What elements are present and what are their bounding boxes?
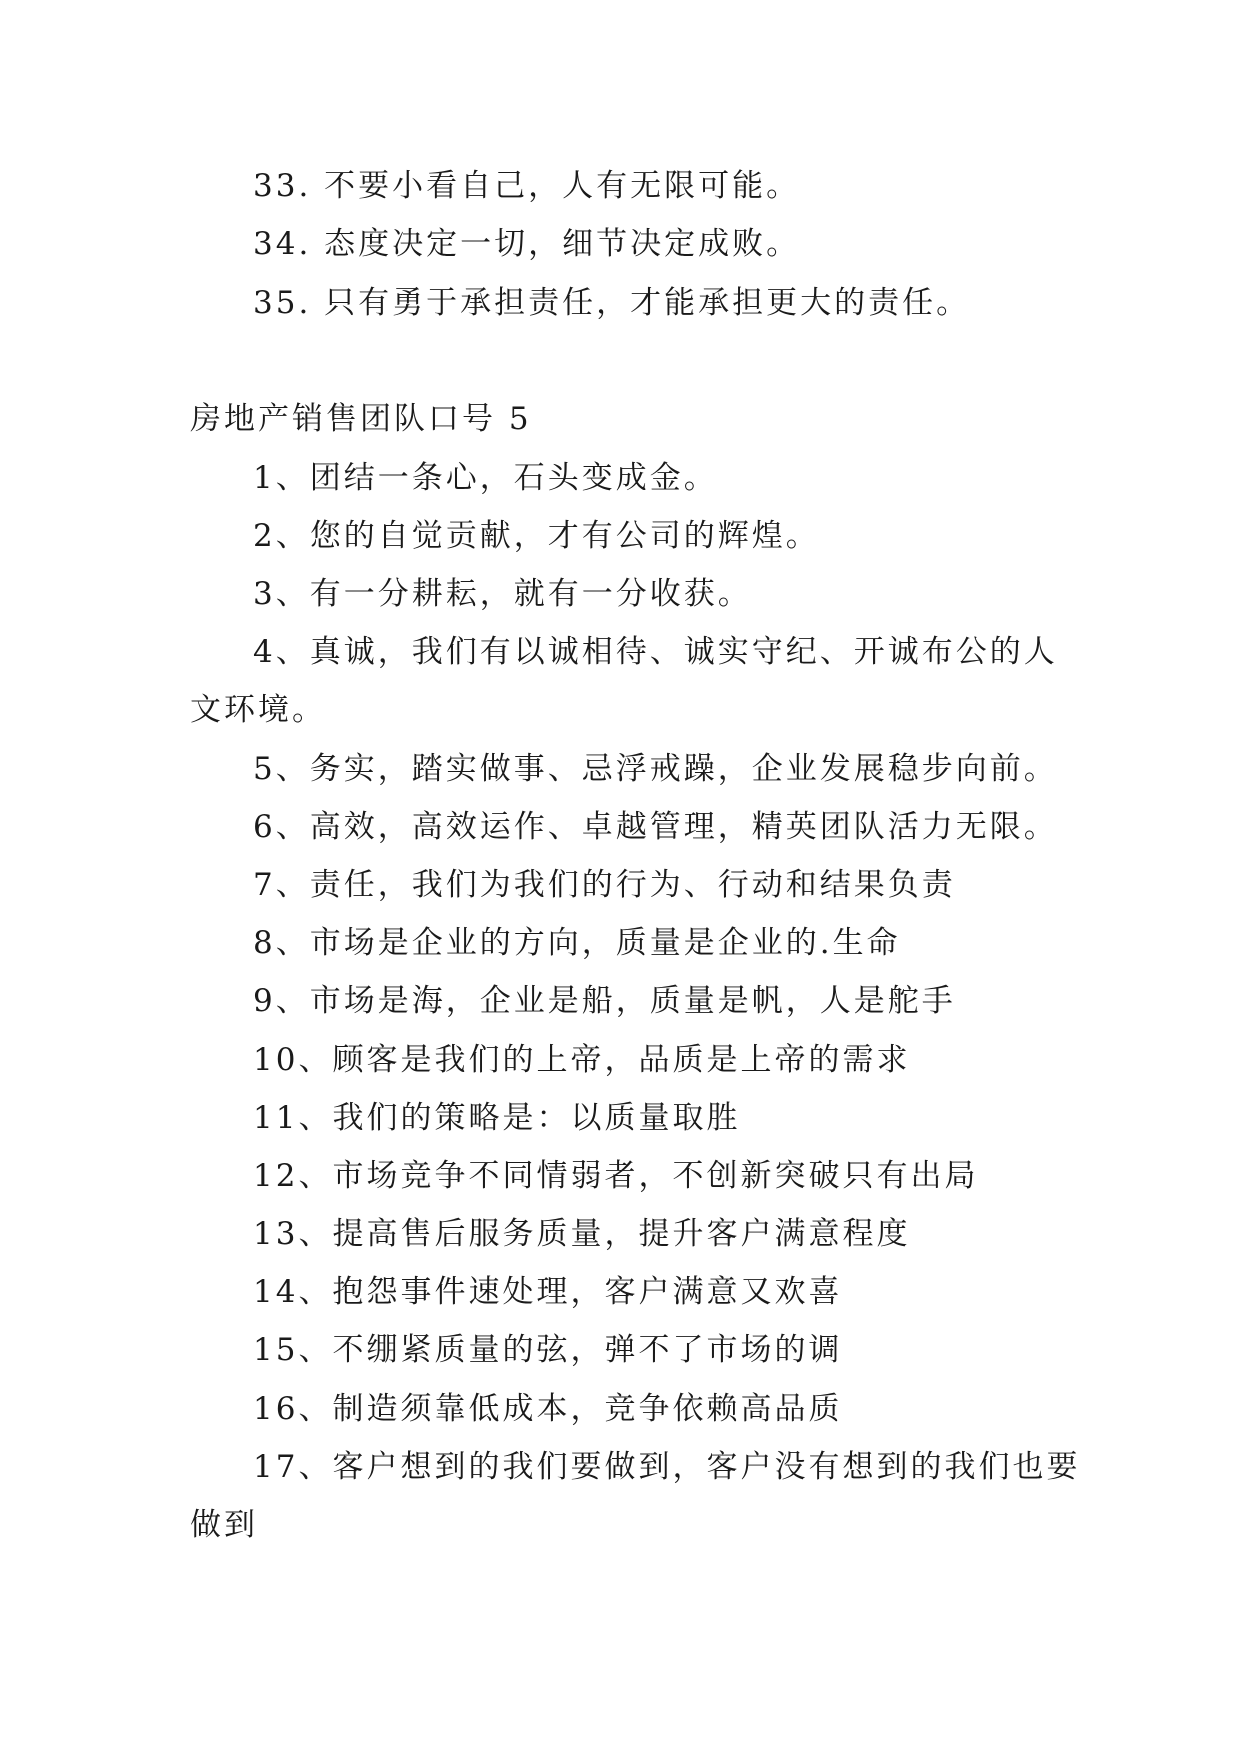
list-item: 4、真诚，我们有以诚相待、诚实守纪、开诚布公的人 [253, 634, 1058, 670]
list-item: 11、我们的策略是：以质量取胜 [253, 1100, 741, 1136]
list-item: 34. 态度决定一切，细节决定成败。 [253, 226, 801, 262]
list-item-continuation: 做到 [190, 1507, 258, 1543]
list-item: 35. 只有勇于承担责任，才能承担更大的责任。 [253, 285, 971, 321]
list-item: 3、有一分耕耘，就有一分收获。 [253, 576, 752, 612]
list-item: 33. 不要小看自己，人有无限可能。 [253, 168, 801, 204]
list-item: 13、提高售后服务质量，提升客户满意程度 [253, 1216, 911, 1252]
list-item: 1、团结一条心，石头变成金。 [253, 460, 718, 496]
list-item: 9、市场是海，企业是船，质量是帆，人是舵手 [253, 983, 956, 1019]
list-item-continuation: 文环境。 [190, 692, 326, 728]
section-title: 房地产销售团队口号 5 [190, 401, 532, 437]
list-item: 12、市场竞争不同情弱者，不创新突破只有出局 [253, 1158, 979, 1194]
list-item: 17、客户想到的我们要做到，客户没有想到的我们也要 [253, 1449, 1081, 1485]
list-item: 2、您的自觉贡献，才有公司的辉煌。 [253, 518, 820, 554]
list-item: 10、顾客是我们的上帝，品质是上帝的需求 [253, 1042, 911, 1078]
list-item: 6、高效，高效运作、卓越管理，精英团队活力无限。 [253, 809, 1058, 845]
list-item: 8、市场是企业的方向，质量是企业的.生命 [253, 925, 901, 961]
list-item: 5、务实，踏实做事、忌浮戒躁，企业发展稳步向前。 [253, 751, 1058, 787]
list-item: 16、制造须靠低成本，竞争依赖高品质 [253, 1391, 843, 1427]
list-item: 7、责任，我们为我们的行为、行动和结果负责 [253, 867, 956, 903]
list-item: 15、不绷紧质量的弦，弹不了市场的调 [253, 1332, 843, 1368]
list-item: 14、抱怨事件速处理，客户满意又欢喜 [253, 1274, 843, 1310]
